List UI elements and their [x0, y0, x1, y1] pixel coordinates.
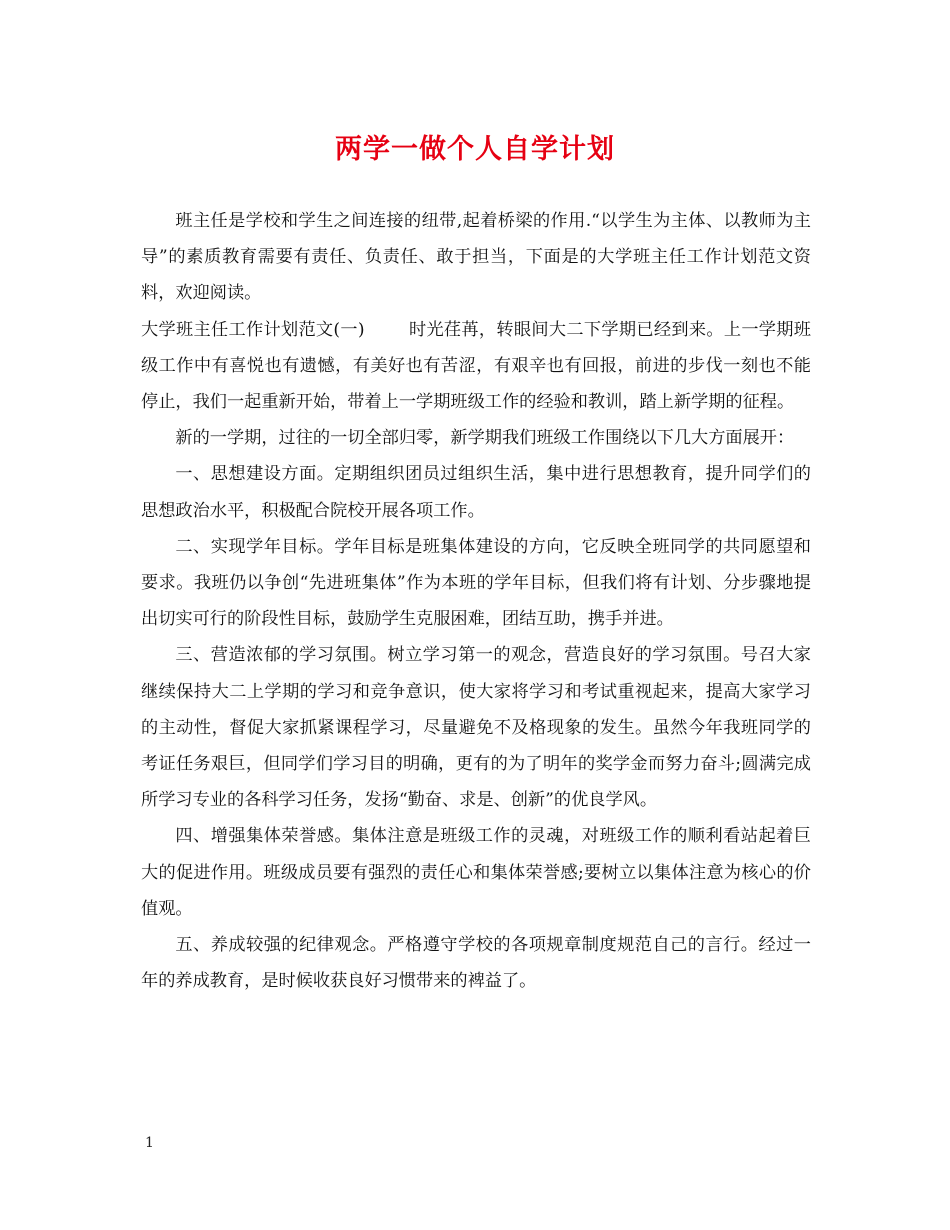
page-number: 1	[145, 1135, 154, 1151]
plan-heading: 大学班主任工作计划范文(一)	[141, 319, 365, 340]
document-body	[141, 203, 811, 999]
document-title: 两学一做个人自学计划	[335, 134, 615, 165]
body-paragraph-3: 二、实现学年目标。学年目标是班集体建设的方向，它反映全班同学的共同愿望和要求。我班仍以争创“先进班集体”作为本班的学年目标，但我们将有计划、分步骤地提出切实可行的阶段性目标，鼓励学生克服困难，团结互助，携手并进。	[141, 536, 811, 630]
body-paragraph-6: 五、养成较强的纪律观念。严格遵守学校的各项规章制度规范自己的言行。经过一年的养成教育，是时候收获良好习惯带来的裨益了。	[141, 935, 811, 992]
intro-paragraph: 班主任是学校和学生之间连接的纽带,起着桥梁的作用.“以学生为主体、以教师为主导”的素质教育需要有责任、负责任、敢于担当，下面是的大学班主任工作计划范文资料，欢迎阅读。	[141, 211, 811, 304]
body-paragraph-5: 四、增强集体荣誉感。集体注意是班级工作的灵魂，对班级工作的顺利看站起着巨大的促进作用。班级成员要有强烈的责任心和集体荣誉感;要树立以集体注意为核心的价值观。	[141, 826, 811, 919]
body-paragraph-4: 三、营造浓郁的学习氛围。树立学习第一的观念，营造良好的学习氛围。号召大家继续保持大二上学期的学习和竞争意识，使大家将学习和考试重视起来，提高大家学习的主动性，督促大家抓紧课程学习，尽量避免不及格现象的发生。虽然今年我班同学的考证任务艰巨，但同学们学习目的明确，更有的为了明年的奖学金而努力奋斗;圆满完成所学习专业的各科学习任务，发扬“勤奋、求是、创新”的优良学风。	[141, 645, 811, 811]
body-paragraph-1: 新的一学期，过往的一切全部归零，新学期我们班级工作围绕以下几大方面展开：	[175, 428, 795, 449]
plan-paragraph	[141, 312, 811, 421]
body-paragraph-2: 一、思想建设方面。定期组织团员过组织生活，集中进行思想教育，提升同学们的思想政治水平，积极配合院校开展各项工作。	[141, 464, 811, 521]
plan-opening: 时光荏苒，转眼间大二下学期已经到来。上一学期班级工作中有喜悦也有遗憾，有美好也有苦涩，有艰辛也有回报，前进的步伐一刻也不能停止，我们一起重新开始，带着上一学期班级工作的经验和教训，踏上新学期的征程。	[141, 319, 811, 413]
